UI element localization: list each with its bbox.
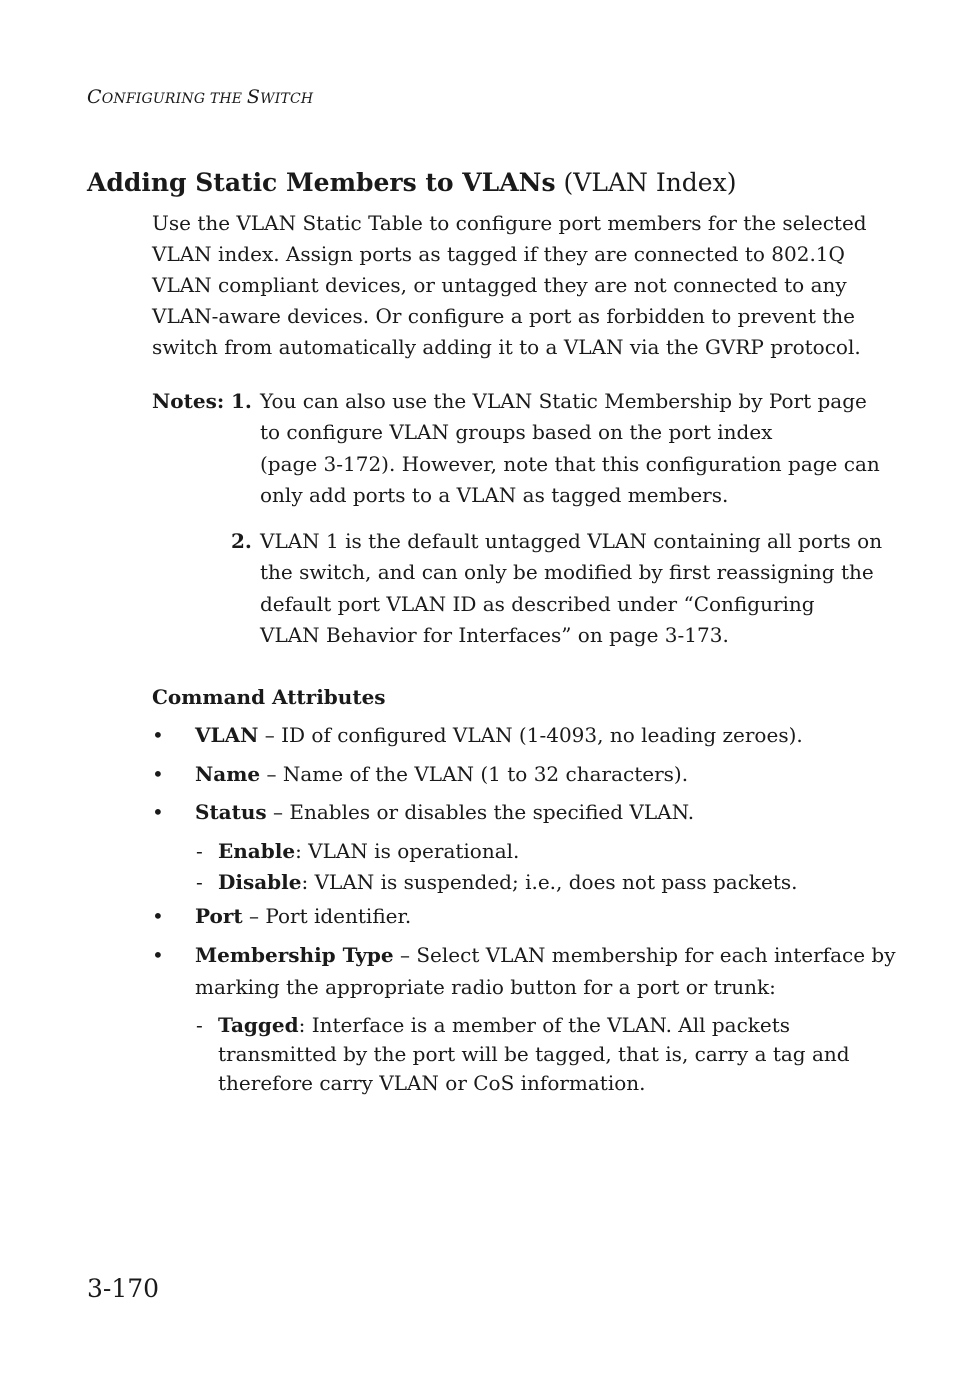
note-line: to configure VLAN groups based on the port index: [260, 420, 773, 445]
status-disable: [218, 868, 858, 897]
command-attributes-heading: Command Attributes: [152, 685, 386, 709]
attribute-desc: – ID of configured VLAN (1-4093, no leading zeroes).: [258, 723, 803, 747]
dash-marker: -: [196, 839, 203, 863]
attribute-line: [195, 940, 896, 972]
status-enable: [218, 837, 858, 866]
intro-line: VLAN index. Assign ports as tagged if they are connected to 802.1Q: [152, 242, 845, 266]
attribute-term: Membership Type: [195, 943, 394, 967]
note-number-1: 1.: [231, 389, 252, 413]
attribute-desc: – Enables or disables the specified VLAN.: [266, 800, 695, 824]
attribute-desc: – Name of the VLAN (1 to 32 characters).: [260, 762, 689, 786]
bullet-marker: •: [152, 723, 164, 747]
attribute-membership-type: [195, 940, 896, 1003]
attribute-term: Status: [195, 800, 267, 824]
attribute-desc-continued: marking the appropriate radio button for a port or trunk:: [195, 974, 776, 999]
attribute-term: Name: [195, 762, 261, 786]
attribute-port: [195, 901, 855, 933]
bullet-marker: •: [152, 904, 164, 928]
note-line: VLAN 1 is the default untagged VLAN containing all ports on: [260, 529, 883, 553]
sub-term: Disable: [218, 870, 302, 894]
dash-marker: -: [196, 870, 203, 894]
note-2-text: [260, 526, 883, 651]
sub-desc: : VLAN is operational.: [295, 839, 520, 863]
attribute-name: [195, 759, 855, 791]
note-line: only add ports to a VLAN as tagged members.: [260, 482, 729, 507]
sub-term: Tagged: [218, 1013, 299, 1037]
note-line: You can also use the VLAN Static Membership by Port page: [260, 389, 867, 413]
attribute-term: VLAN: [195, 723, 259, 747]
note-line: default port VLAN ID as described under “Configuring: [260, 591, 815, 616]
attribute-desc: – Port identifier.: [242, 904, 412, 928]
sub-line: [218, 1011, 858, 1040]
sub-desc-continued: therefore carry VLAN or CoS information.: [218, 1071, 646, 1095]
intro-line: Use the VLAN Static Table to configure port members for the selected: [152, 211, 867, 235]
page-number: 3-170: [87, 1274, 160, 1303]
note-number-2: 2.: [231, 529, 252, 553]
attribute-desc: – Select VLAN membership for each interface by: [393, 943, 896, 967]
note-line: the switch, and can only be modified by first reassigning the: [260, 560, 874, 585]
bullet-marker: •: [152, 762, 164, 786]
section-title: [87, 166, 736, 200]
section-title-bold: Adding Static Members to VLANs: [87, 168, 556, 197]
attribute-term: Port: [195, 904, 243, 928]
bullet-marker: •: [152, 800, 164, 824]
sub-desc: : Interface is a member of the VLAN. All packets: [298, 1013, 791, 1037]
attribute-status: [195, 797, 855, 829]
sub-desc-continued: transmitted by the port will be tagged, that is, carry a tag and: [218, 1042, 850, 1066]
notes-label: Notes:: [152, 389, 225, 413]
header-initial-s: S: [246, 86, 261, 108]
note-line: VLAN Behavior for Interfaces” on page 3-173.: [260, 622, 729, 647]
running-header: [87, 86, 313, 108]
dash-marker: -: [196, 1013, 203, 1037]
intro-paragraph: [152, 208, 867, 363]
note-line: (page 3-172). However, note that this configuration page can: [260, 451, 880, 476]
intro-line: VLAN compliant devices, or untagged they are not connected to any: [152, 273, 847, 297]
attribute-vlan: [195, 720, 855, 752]
header-initial-c: C: [87, 86, 102, 108]
membership-tagged: [218, 1011, 858, 1098]
sub-term: Enable: [218, 839, 296, 863]
intro-line: VLAN-aware devices. Or configure a port as forbidden to prevent the: [152, 304, 856, 328]
section-title-light: (VLAN Index): [555, 168, 737, 197]
bullet-marker: •: [152, 943, 164, 967]
header-part-1: ONFIGURING THE: [101, 91, 247, 107]
note-1-text: [260, 386, 880, 511]
sub-desc: : VLAN is suspended; i.e., does not pass packets.: [301, 870, 798, 894]
intro-line: switch from automatically adding it to a VLAN via the GVRP protocol.: [152, 335, 861, 359]
header-part-2: WITCH: [260, 91, 314, 107]
